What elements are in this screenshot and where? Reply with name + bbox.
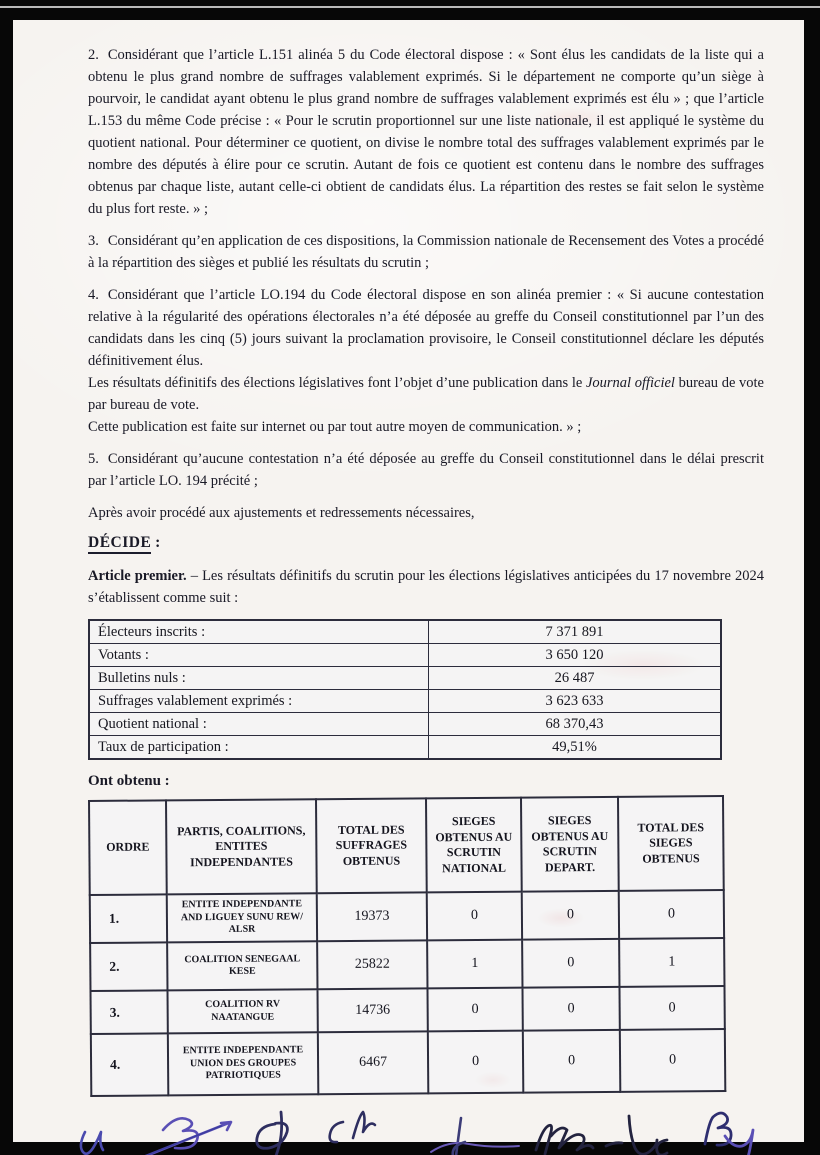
cell-sieges-depart: 0 bbox=[523, 1030, 620, 1093]
table-row bbox=[89, 644, 721, 667]
article-premier-label: Article premier. bbox=[88, 568, 187, 584]
paragraph-number: 2. bbox=[88, 47, 99, 63]
signature-scribble-lc bbox=[606, 1116, 667, 1155]
paragraph-text: Considérant que l’article LO.194 du Code électoral dispose en son alinéa premier : « Si aucune contestation relative à la régularité des opérations électorales n’a été déposée au greffe du Conseil constitutionnel par l’un des candidats dans les cinq (5) jours suivant la proclamation provisoire, le Conseil constitutionnel déclare les députés définitivement élus. bbox=[88, 287, 764, 369]
paragraph-text: Considérant qu’aucune contestation n’a été déposée au greffe du Conseil constitutionnel dans le délai prescrit par l’article LO. 194 précité ; bbox=[88, 451, 764, 489]
cell-sieges-depart: 0 bbox=[522, 939, 619, 988]
signature-scribble-slash bbox=[141, 1118, 231, 1155]
table-row bbox=[89, 690, 721, 713]
decide-label: DÉCIDE bbox=[88, 534, 151, 554]
handwritten-signatures bbox=[13, 1100, 820, 1155]
column-header-partis: PARTIS, COALITIONS, ENTITES INDEPENDANTES bbox=[166, 799, 317, 894]
column-header-sieges-national: SIEGES OBTENUS AU SCRUTIN NATIONAL bbox=[426, 798, 522, 893]
cell-sieges-depart: 0 bbox=[522, 891, 619, 940]
paragraph-considerant-2 bbox=[88, 44, 764, 220]
table-row bbox=[89, 736, 721, 760]
table-row bbox=[89, 713, 721, 736]
stat-value: 68 370,43 bbox=[429, 713, 722, 736]
paragraph-text: Considérant qu’en application de ces dispositions, la Commission nationale de Recensement des Votes a procédé à la répartition des sièges et publié les résultats du scrutin ; bbox=[88, 233, 764, 271]
cell-party: ENTITE INDEPENDANTE AND LIGUEY SUNU REW/ ALSR bbox=[167, 893, 317, 942]
stat-value: 26 487 bbox=[429, 667, 722, 690]
cell-party: COALITION SENEGAAL KESE bbox=[167, 941, 317, 990]
stat-label: Votants : bbox=[89, 644, 429, 667]
paragraph-number: 5. bbox=[88, 451, 99, 467]
signature-scribble-by bbox=[705, 1113, 753, 1155]
article-premier-text: – Les résultats définitifs du scrutin pour les élections législatives anticipées du 17 novembre 2024 s’établissent comme suit : bbox=[88, 568, 764, 606]
column-header-ordre: ORDRE bbox=[89, 800, 167, 895]
document-page bbox=[13, 20, 804, 1142]
stat-label: Électeurs inscrits : bbox=[89, 620, 429, 644]
cell-ordre: 2. bbox=[90, 942, 167, 991]
paragraph-text: Cette publication est faite sur internet ou par tout autre moyen de communication. » ; bbox=[88, 419, 582, 435]
table-row bbox=[89, 620, 721, 644]
page-content bbox=[88, 44, 764, 1097]
paragraph-text: Les résultats définitifs des élections législatives font l’objet d’une publication dans le bbox=[88, 375, 586, 391]
paragraph-number: 3. bbox=[88, 233, 99, 249]
paragraph-considerant-4 bbox=[88, 284, 764, 438]
paragraph-number: 4. bbox=[88, 287, 99, 303]
cell-sieges-national: 0 bbox=[427, 892, 522, 941]
cell-sieges-national: 0 bbox=[427, 988, 522, 1032]
cell-suffrages: 6467 bbox=[318, 1031, 428, 1094]
scan-edge-line bbox=[0, 6, 820, 8]
column-header-total-sieges: TOTAL DES SIEGES OBTENUS bbox=[618, 796, 724, 891]
cell-total-sieges: 0 bbox=[620, 1029, 725, 1092]
cell-ordre: 1. bbox=[90, 894, 167, 943]
signature-scribble-zigzag bbox=[536, 1125, 593, 1154]
paragraph-apres-avoir: Après avoir procédé aux ajustements et redressements nécessaires, bbox=[88, 505, 475, 521]
cell-sieges-depart: 0 bbox=[522, 987, 619, 1031]
cell-ordre: 3. bbox=[91, 990, 168, 1034]
stat-value: 49,51% bbox=[429, 736, 722, 760]
column-header-sieges-depart: SIEGES OBTENUS AU SCRUTIN DEPART. bbox=[521, 797, 619, 892]
signature-scribble-d-curve bbox=[431, 1118, 519, 1155]
cell-ordre: 4. bbox=[91, 1033, 168, 1096]
cell-suffrages: 25822 bbox=[317, 940, 427, 989]
signature-scribble-u bbox=[81, 1132, 103, 1154]
cell-total-sieges: 0 bbox=[619, 890, 724, 939]
electoral-statistics-table bbox=[88, 619, 722, 760]
ont-obtenu-heading: Ont obtenu : bbox=[88, 773, 170, 789]
table-row bbox=[91, 986, 725, 1034]
table-row bbox=[90, 938, 724, 991]
cell-total-sieges: 1 bbox=[619, 938, 724, 987]
paragraph-considerant-3 bbox=[88, 230, 764, 274]
paragraph-considerant-5 bbox=[88, 448, 764, 492]
cell-party: COALITION RV NAATANGUE bbox=[167, 989, 317, 1033]
stat-value: 3 650 120 bbox=[429, 644, 722, 667]
paragraph-text: Considérant que l’article L.151 alinéa 5 du Code électoral dispose : « Sont élus les candidats de la liste qui a obtenu le plus grand nombre de suffrages valablement exprimés. Si le département ne comporte qu’un siège à pourvoir, le candidat ayant obtenu le plus grand nombre de suffrages valablement exprimés est élu » ; que l’article L.153 du même Code précise : « Pour le scrutin proportionnel sur une liste nationale, il est appliqué le système du quotient national. Pour déterminer ce quotient, on divise le nombre total des suffrages valablement exprimés par le nombre des députés à élire pour ce scrutin. Autant de fois ce quotient est contenu dans le nombre des suffrages obtenus par chaque liste, autant celle-ci obtient de candidats élus. La répartition des restes se fait selon le système du plus fort reste. » ; bbox=[88, 47, 764, 217]
results-table bbox=[88, 795, 726, 1097]
cell-suffrages: 19373 bbox=[317, 892, 427, 941]
stat-value: 3 623 633 bbox=[429, 690, 722, 713]
table-row bbox=[89, 667, 721, 690]
signature-scribble-phi bbox=[257, 1112, 288, 1155]
stat-label: Bulletins nuls : bbox=[89, 667, 429, 690]
stat-label: Taux de participation : bbox=[89, 736, 429, 760]
table-row bbox=[90, 890, 724, 943]
table-row bbox=[91, 1029, 725, 1096]
paragraph-text: bureau de vote par bureau de vote. bbox=[88, 375, 764, 413]
signature-scribble-ch bbox=[330, 1112, 375, 1142]
decide-heading bbox=[88, 534, 764, 552]
table-header-row bbox=[89, 796, 724, 895]
cell-suffrages: 14736 bbox=[317, 988, 427, 1032]
stat-label: Suffrages valablement exprimés : bbox=[89, 690, 429, 713]
cell-total-sieges: 0 bbox=[619, 986, 724, 1030]
cell-sieges-national: 0 bbox=[428, 1031, 523, 1094]
decide-colon: : bbox=[151, 534, 161, 551]
column-header-suffrages: TOTAL DES SUFFRAGES OBTENUS bbox=[316, 798, 427, 893]
stat-value: 7 371 891 bbox=[429, 620, 722, 644]
paragraph-article-premier bbox=[88, 565, 764, 609]
journal-officiel-italic: Journal officiel bbox=[585, 375, 675, 391]
cell-party: ENTITE INDEPENDANTE UNION DES GROUPES PATRIOTIQUES bbox=[168, 1032, 318, 1095]
cell-sieges-national: 1 bbox=[427, 940, 522, 989]
stat-label: Quotient national : bbox=[89, 713, 429, 736]
